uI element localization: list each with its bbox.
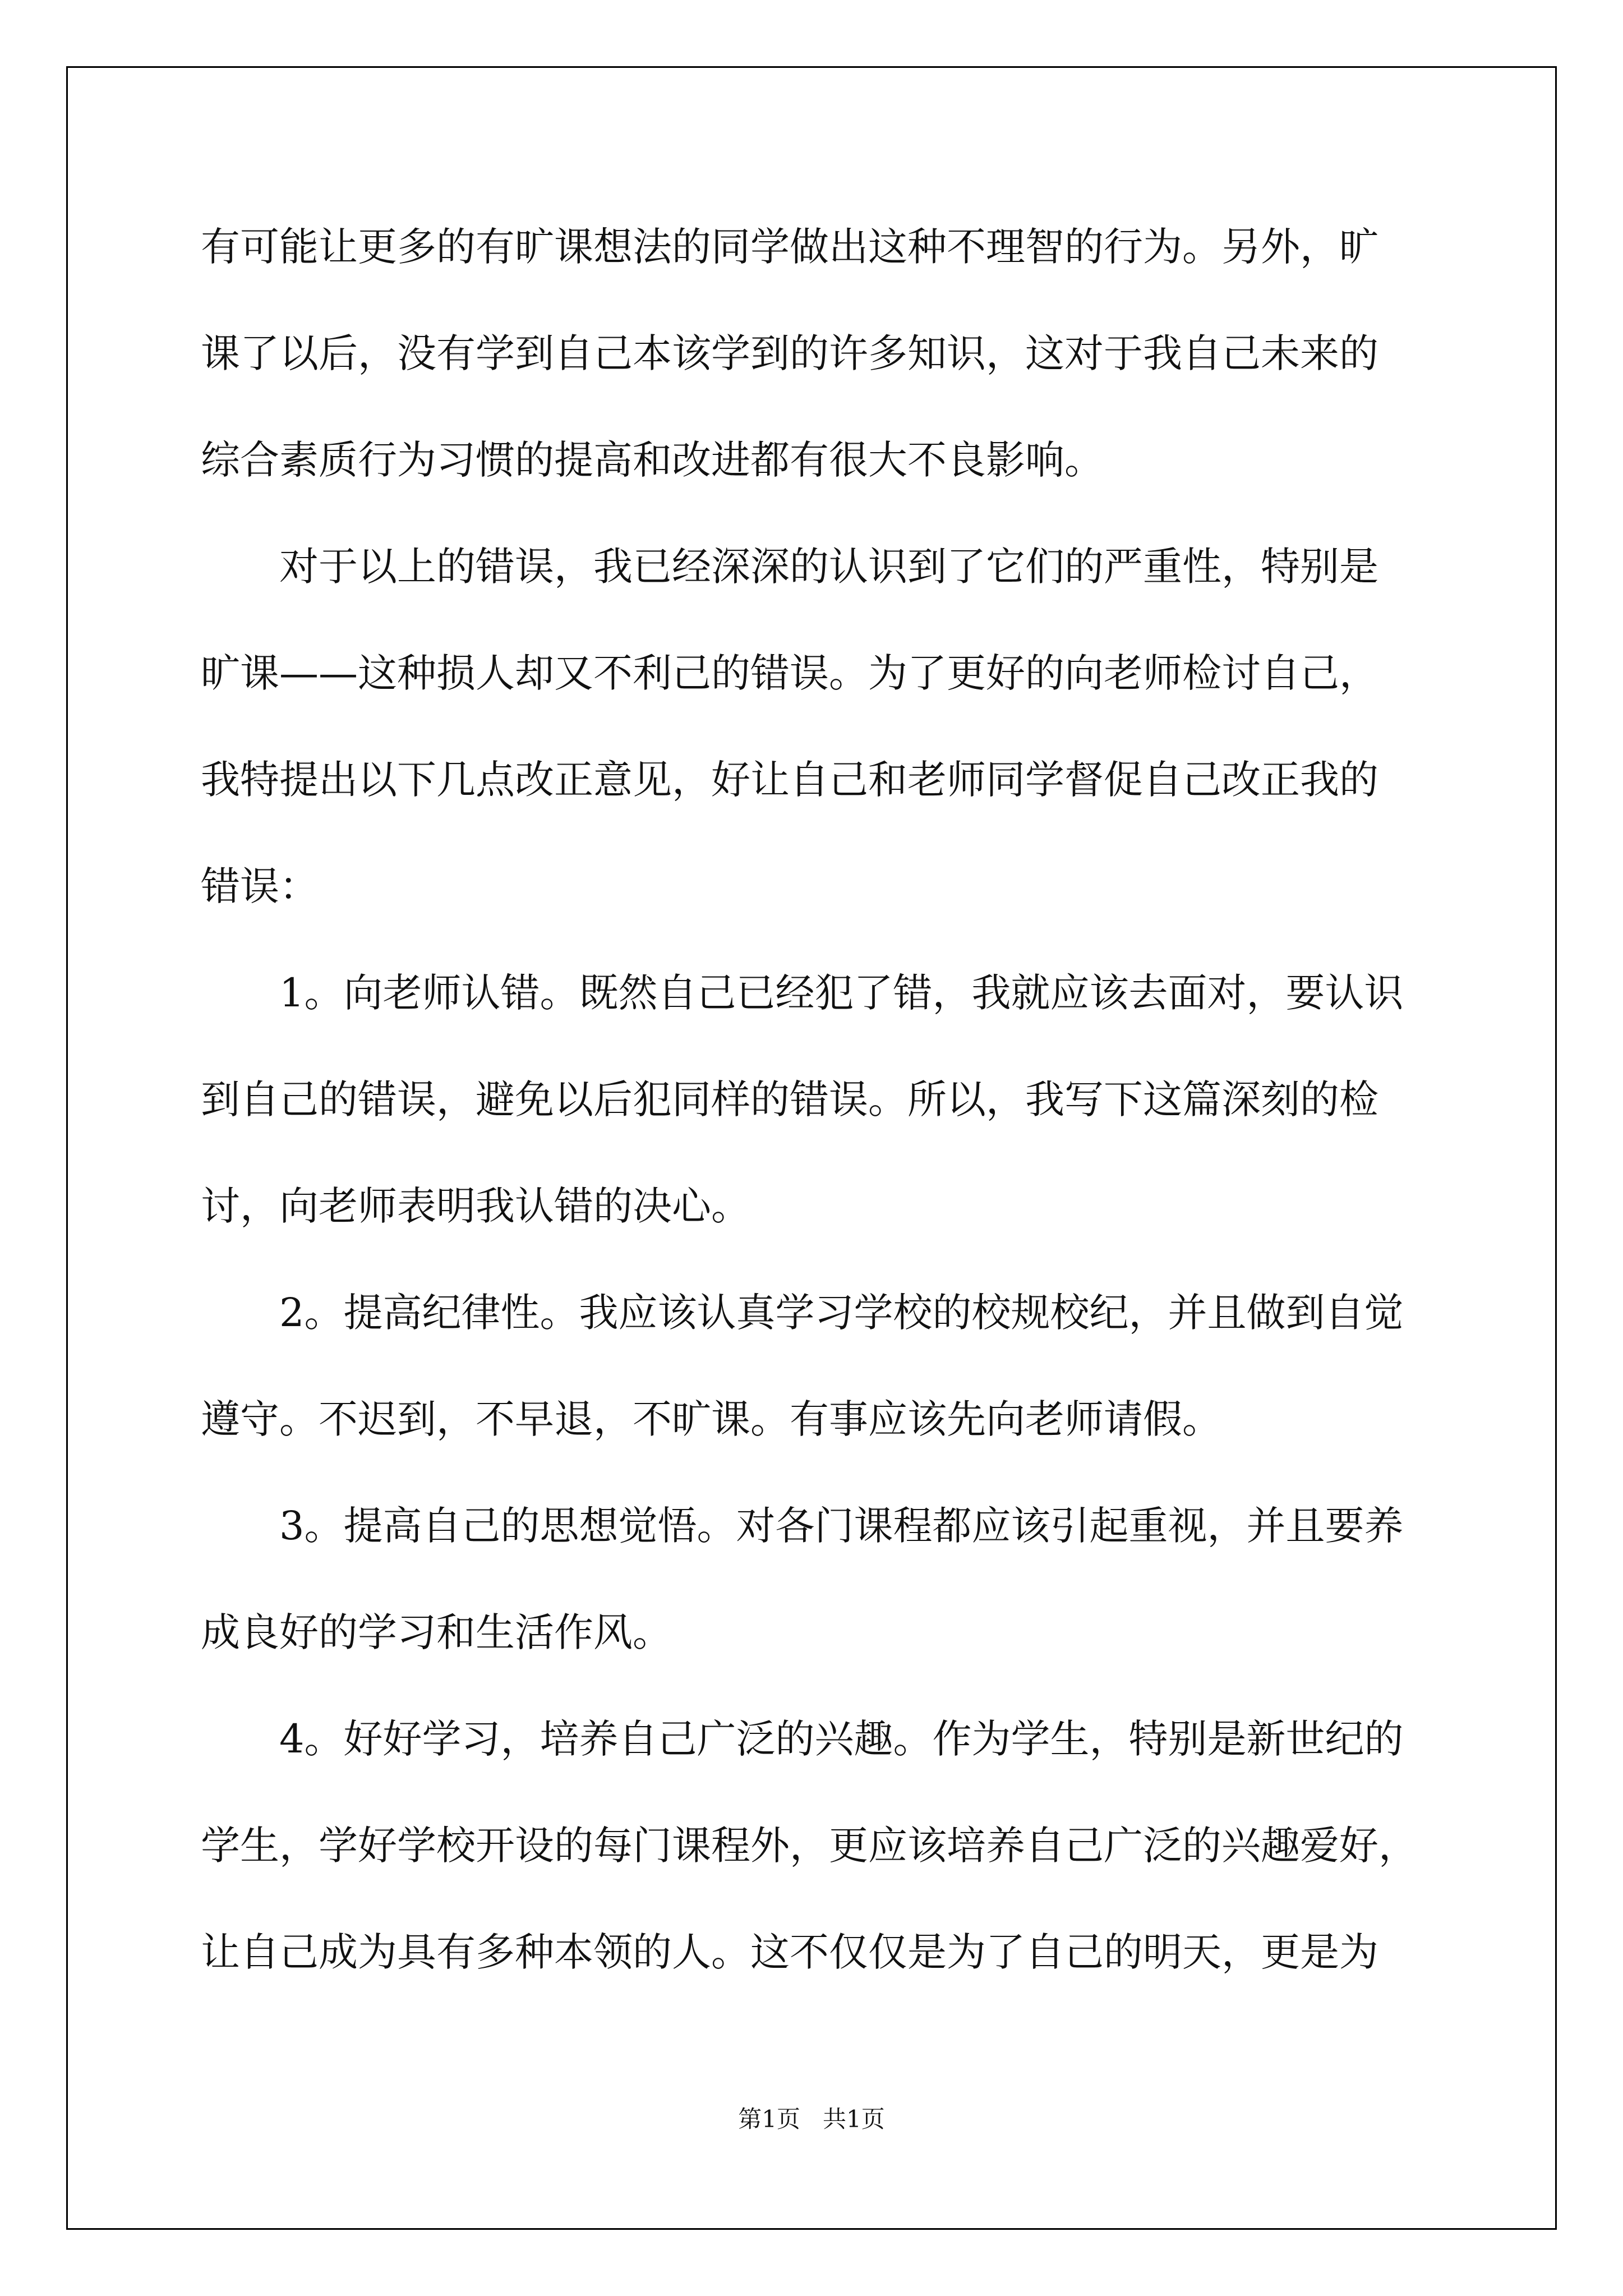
list-item-4-line: 4。好好学习，培养自己广泛的兴趣。作为学生，特别是新世纪的	[279, 1716, 1404, 1762]
text-line: 讨，向老师表明我认错的决心。	[201, 1183, 750, 1229]
text-line: 遵守。不迟到，不早退，不旷课。有事应该先向老师请假。	[201, 1396, 1221, 1442]
page-number: 第1页	[738, 2105, 800, 2133]
paragraph-start-line: 对于以上的错误，我已经深深的认识到了它们的严重性，特别是	[279, 544, 1378, 590]
page-total: 共1页	[823, 2105, 885, 2133]
text-line: 错误：	[201, 863, 319, 909]
list-item-2-line: 2。提高纪律性。我应该认真学习学校的校规校纪，并且做到自觉	[279, 1290, 1404, 1336]
text-line: 有可能让更多的有旷课想法的同学做出这种不理智的行为。另外，旷	[201, 224, 1378, 270]
text-line: 旷课——这种损人却又不利己的错误。为了更好的向老师检讨自己，	[201, 650, 1378, 696]
list-item-1-line: 1。向老师认错。既然自己已经犯了错，我就应该去面对，要认识	[279, 970, 1404, 1016]
text-line: 我特提出以下几点改正意见，好让自己和老师同学督促自己改正我的	[201, 757, 1378, 803]
text-line: 成良好的学习和生活作风。	[201, 1609, 672, 1655]
page-footer	[0, 2101, 1623, 2134]
text-line: 课了以后，没有学到自己本该学到的许多知识，这对于我自己未来的	[201, 330, 1378, 376]
text-line: 综合素质行为习惯的提高和改进都有很大不良影响。	[201, 437, 1104, 483]
document-body	[201, 194, 1435, 2005]
text-line: 让自己成为具有多种本领的人。这不仅仅是为了自己的明天，更是为	[201, 1929, 1378, 1975]
text-line: 到自己的错误，避免以后犯同样的错误。所以，我写下这篇深刻的检	[201, 1076, 1378, 1122]
list-item-3-line: 3。提高自己的思想觉悟。对各门课程都应该引起重视，并且要养	[279, 1503, 1404, 1549]
text-line: 学生，学好学校开设的每门课程外，更应该培养自己广泛的兴趣爱好，	[201, 1823, 1418, 1869]
